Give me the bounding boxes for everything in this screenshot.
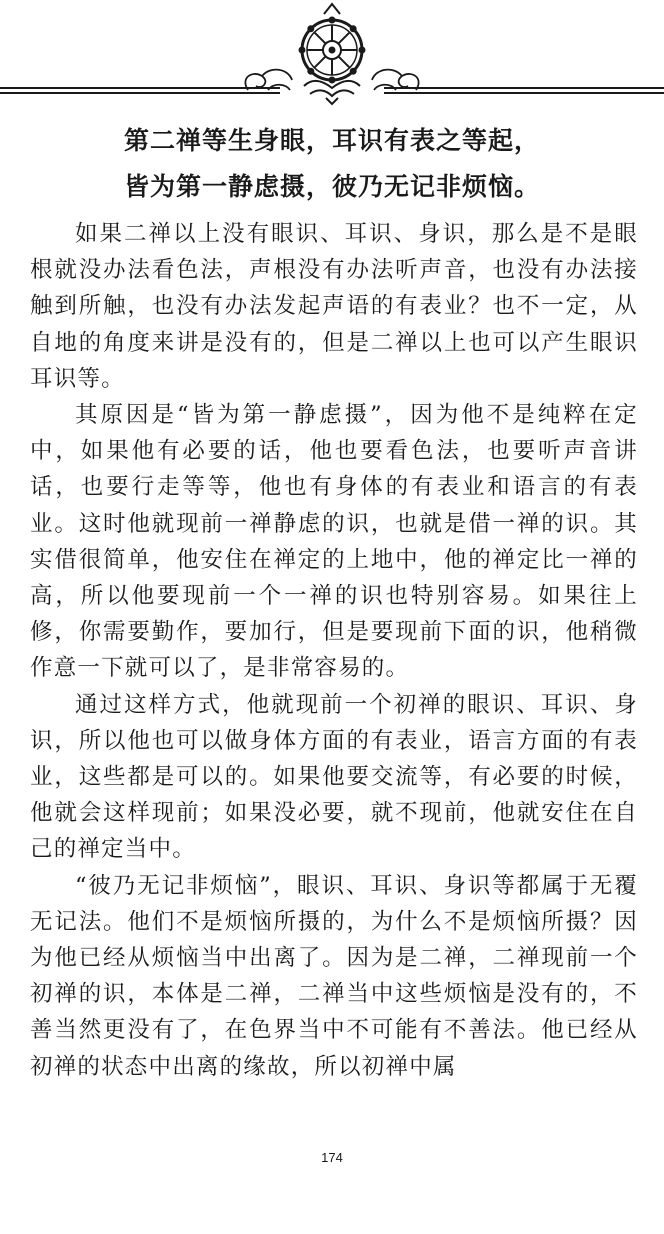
verse-line-1: 第二禅等生身眼，耳识有表之等起， (123, 126, 540, 155)
paragraph: 其原因是“皆为第一静虑摄”，因为他不是纯粹在定中，如果他有必要的话，他也要看色法，也要听声音讲话，也要行走等等，他也有身体的有表业和语言的有表业。这时他就现前一禅静虑的识，也就是借一禅的识。其实借很简单，他安住在禅定的上地中，他的禅定比一禅的高，所以他要现前一个一禅的识也特别容易。如果往上修，你需要勤作，要加行，但是要现前下面的识，他稍微作意一下就可以了，是非常容易的。 (30, 402, 638, 682)
paragraph: “彼乃无记非烦恼”，眼识、耳识、身识等都属于无覆无记法。他们不是烦恼所摄的，为什么不是烦恼所摄？因为他已经从烦恼当中出离了。因为是二禅，二禅现前一个初禅的识，本体是二禅，二禅当中这些烦恼是没有的，不善当然更没有了，在色界当中不可能有不善法。他已经从初禅的状态中出离的缘故，所以初禅中属 (30, 872, 638, 1080)
page-number: 174 (321, 1150, 343, 1165)
paragraph: 通过这样方式，他就现前一个初禅的眼识、耳识、身识，所以他也可以做身体方面的有表业，语言方面的有表业，这些都是可以的。如果他要交流等，有必要的时候，他就会这样现前；如果没必要，就不现前，他就安住在自己的禅定当中。 (30, 691, 638, 863)
paragraph: 如果二禅以上没有眼识、耳识、身识，那么是不是眼根就没办法看色法，声根没有办法听声音，也没有办法接触到所触，也没有办法发起声语的有表业？也不一定，从自地的角度来讲是没有的，但是二禅以上也可以产生眼识耳识等。 (30, 221, 638, 392)
header-ornament (0, 0, 664, 110)
verse-line-2: 皆为第一静虑摄，彼乃无记非烦恼。 (123, 172, 540, 201)
commentary-body (30, 216, 638, 1085)
verse (0, 118, 664, 210)
dharma-wheel-icon (299, 4, 365, 104)
